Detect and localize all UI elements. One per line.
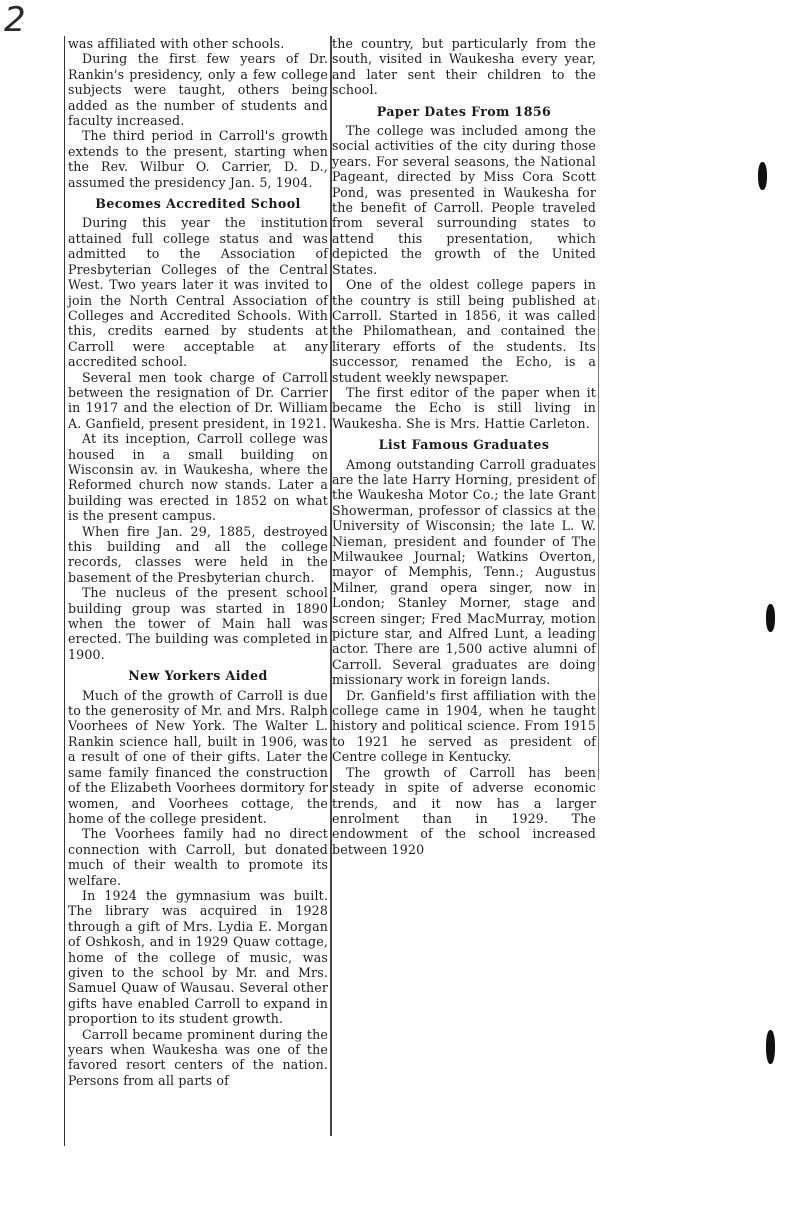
article-column-right [332, 36, 596, 857]
binding-hole-mark [758, 162, 767, 190]
binding-hole-mark [766, 604, 775, 632]
article-paragraph: The third period in Carroll's growth extends to the present, starting when the Rev. Wilbur O. Carrier, D. D., assumed the presidency Jan. 5, 1904. [68, 128, 328, 190]
article-paragraph: Much of the growth of Carroll is due to the generosity of Mr. and Mrs. Ralph Voorhees of New York. The Walter L. Rankin science hall, built in 1906, was a result of one of their gifts. Later the same family financed the construction of the Elizabeth Voorhees dormitory for women, and Voorhees cottage, the home of the college president. [68, 687, 328, 826]
article-paragraph: Several men took charge of Carroll between the resignation of Dr. Carrier in 1917 and the election of Dr. William A. Ganfield, present president, in 1921. [68, 369, 328, 431]
article-paragraph: was affiliated with other schools. [68, 36, 285, 51]
article-paragraph: The growth of Carroll has been steady in spite of adverse economic trends, and it now has a larger enrolment than in 1929. The endowment of the school increased between 1920 [332, 764, 596, 857]
article-paragraph: During this year the institution attained full college status and was admitted to the Association of Presbyterian Colleges of the Central West. Two years later it was invited to join the North Central Association of Colleges and Accredited Schools. With this, credits earned by students at Carroll were acceptable at any accredited school. [68, 215, 328, 370]
article-column-left [64, 36, 328, 1146]
article-paragraph: The first editor of the paper when it became the Echo is still living in Waukesha. She is Mrs. Hattie Carleton. [332, 384, 596, 431]
article-paragraph: Dr. Ganfield's first affiliation with the college came in 1904, when he taught history and political science. From 1915 to 1921 he served as president of Centre college in Kentucky. [332, 687, 596, 765]
binding-hole-mark [766, 1030, 775, 1064]
article-paragraph: The college was included among the social activities of the city during those years. For several seasons, the National Pageant, directed by Miss Cora Scott Pond, was presented in Waukesha for the benefit of Carroll. People traveled from several surrounding states to attend this presentation, which depicted the growth of the United States. [332, 123, 596, 277]
section-heading: Becomes Accredited School [95, 196, 301, 212]
article-paragraph: Among outstanding Carroll graduates are the late Harry Horning, president of the Waukesha Motor Co.; the late Grant Showerman, professor of classics at the University of Wisconsin; the late L. W. Nieman, president and founder of The Milwaukee Journal; Watkins Overton, mayor of Memphis, Tenn.; Augustus Milner, grand opera singer, now in London; Stanley Morner, stage and screen singer; Fred MacMurray, motion picture star, and Alfred Lunt, a leading actor. There are 1,500 active alumni of Carroll. Several graduates are doing missionary work in foreign lands. [332, 456, 596, 688]
section-heading: List Famous Graduates [378, 437, 550, 453]
article-paragraph: At its inception, Carroll college was housed in a small building on Wisconsin av. in Waukesha, where the Reformed church now stands. Later a building was erected in 1852 on what is the present campus. [68, 431, 328, 524]
article-paragraph: One of the oldest college papers in the country is still being published at Carroll. Started in 1856, it was called the Philomathean, and contained the literary efforts of the students. Its successor, renamed the Echo, is a student weekly newspaper. [332, 277, 596, 385]
article-paragraph: the country, but particularly from the south, visited in Waukesha every year, and later sent their children to the school. [332, 36, 596, 98]
article-paragraph: During the first few years of Dr. Rankin's presidency, only a few college subjects were taught, others being added as the number of students and faculty increased. [68, 51, 328, 129]
article-paragraph: In 1924 the gymnasium was built. The library was acquired in 1928 through a gift of Mrs. Lydia E. Morgan of Oshkosh, and in 1929 Quaw cottage, home of the college of music, was given to the school by Mr. and Mrs. Samuel Quaw of Wausau. Several other gifts have enabled Carroll to expand in proportion to its student growth. [68, 887, 328, 1027]
right-margin-rule [598, 300, 599, 780]
article-paragraph: When fire Jan. 29, 1885, destroyed this building and all the college records, classes were held in the basement of the Presbyterian church. [68, 523, 328, 585]
page-number: 2 [4, 0, 26, 40]
article-paragraph: The Voorhees family had no direct connection with Carroll, but donated much of their wealth to promote its welfare. [68, 826, 328, 888]
article-paragraph: The nucleus of the present school building group was started in 1890 when the tower of Main hall was erected. The building was completed in 1900. [68, 585, 328, 662]
section-heading: New Yorkers Aided [128, 668, 268, 684]
section-heading: Paper Dates From 1856 [376, 103, 552, 119]
article-paragraph: Carroll became prominent during the years when Waukesha was one of the favored resort centers of the nation. Persons from all parts of [68, 1026, 328, 1088]
